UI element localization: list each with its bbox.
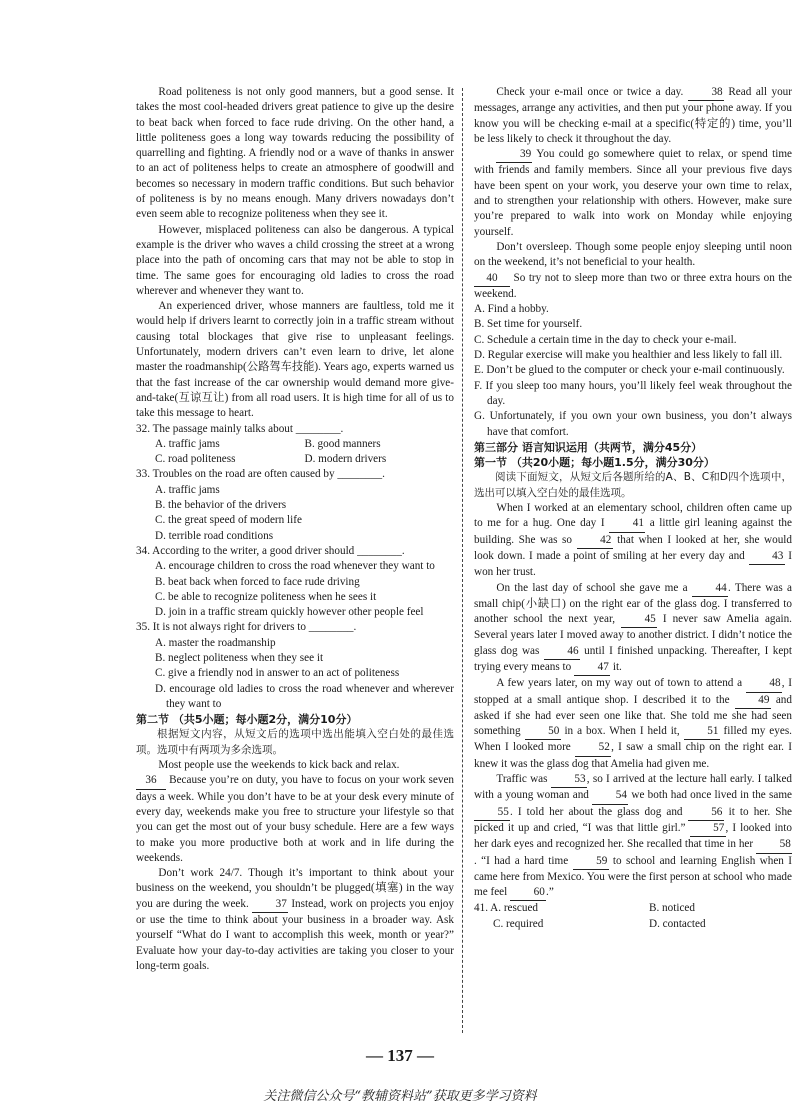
- passage-text: .”: [546, 886, 554, 899]
- option: 41. A. rescued: [474, 902, 538, 915]
- blank: 57: [690, 821, 726, 837]
- option: B. the behavior of the drivers: [155, 499, 287, 512]
- question-32: [136, 422, 454, 468]
- option: B. beat back when forced to face rude driving: [155, 575, 360, 588]
- option: A. master the roadmanship: [155, 636, 276, 649]
- passage-text: . I told her about the glass dog and: [510, 805, 688, 818]
- question-34: [136, 544, 454, 620]
- blank: 55: [474, 805, 510, 821]
- blank: 50: [525, 724, 561, 740]
- passage-text: and asked if she had ever seen one like that. She told me she had seen something: [474, 693, 792, 738]
- blank: 48: [746, 676, 782, 692]
- passage-text: until I finished unpacking. Thereafter, I kept trying every means to: [474, 644, 793, 673]
- option: D. contacted: [649, 917, 706, 930]
- passage-text: So try not to sleep more than two or three extra hours on the weekend.: [474, 271, 792, 300]
- passage-paragraph: [474, 581, 792, 677]
- option: B. Set time for yourself.: [474, 318, 583, 331]
- blank: 47: [574, 660, 610, 676]
- right-column: [474, 85, 792, 932]
- left-column: [136, 85, 454, 974]
- passage-paragraph: [136, 866, 454, 974]
- passage-paragraph: Road politeness is not only good manners, but a good sense. It takes the most cool-headed drivers great patience to give up the desire to beat back when forced to face rude driving. On the other hand, a little politeness goes a long way towards reducing the possibility of quarrelling and fighting. A friendly nod or a wave of thanks in answer to an act of politeness helps to create an atmosphere of goodwill and becomes so necessary in modern traffic conditions. But such behavior of politeness is by no means enough. Many drivers nowadays don’t even seem able to recognize politeness when they see it.: [136, 86, 454, 221]
- question-41: [474, 901, 792, 932]
- passage-paragraph: [474, 772, 792, 901]
- option: A. Find a hobby.: [474, 303, 549, 316]
- passage-text: filled my eyes. When I looked more: [474, 725, 792, 754]
- blank: 51: [684, 724, 720, 740]
- passage-text: Don’t work 24/7. Though it’s important to think about your business on the weekend, you shouldn’t be plugged(填塞) in the way you are during the week.: [136, 867, 454, 910]
- passage-text: in a box. When I held it,: [560, 725, 684, 738]
- section-title: 第一节 （共20小题；每小题1.5分，满分30分）: [474, 456, 715, 470]
- blank: 49: [735, 693, 771, 709]
- blank: 39: [496, 147, 532, 163]
- question-stem: 32. The passage mainly talks about ________.: [136, 422, 344, 435]
- option: C. the great speed of modern life: [155, 514, 302, 527]
- blank: 53: [551, 772, 587, 788]
- question-stem: 35. It is not always right for drivers to ________.: [136, 621, 357, 634]
- passage-text: we both had once lived in the same: [628, 789, 792, 802]
- section-instructions: 根据短文内容，从短文后的选项中选出能填入空白处的最佳选项。选项中有两项为多余选项。: [136, 728, 454, 756]
- option: D. modern drivers: [304, 453, 387, 466]
- option: A. encourage children to cross the road whenever they want to: [155, 560, 435, 573]
- section-title: 第二节 （共5小题；每小题2分，满分10分）: [136, 713, 358, 727]
- blank: 43: [749, 549, 785, 565]
- part-title: 第三部分 语言知识运用（共两节，满分45分）: [474, 440, 703, 454]
- option: E. Don’t be glued to the computer or check your e-mail continuously.: [474, 364, 785, 377]
- blank: 52: [575, 740, 611, 756]
- option: A. traffic jams: [155, 483, 220, 496]
- blank: 46: [544, 644, 580, 660]
- passage-text: A few years later, on my way out of town to attend a: [496, 677, 746, 690]
- passage-text: . “I had a hard time: [474, 854, 573, 867]
- question-33: [136, 467, 454, 543]
- option: C. road politeness: [155, 453, 236, 466]
- passage-paragraph: [474, 147, 792, 240]
- passage-text: , I stopped at a small antique shop. I described it to the: [474, 677, 792, 706]
- blank: 40: [474, 271, 510, 287]
- passage-paragraph: An experienced driver, whose manners are faultless, told me it would help if drivers learnt to correctly join in a traffic stream without causing total blockages that give rise to unpleasant feelings. Unfortunately, modern drivers can’t even learn to drive, let alone master the roadmanship(公路驾车技能). Years ago, experts warned us that the fast increase of the car ownership would demand more give-and-take(互谅互让) from all road users. It is high time for all of us to take this message to heart.: [136, 300, 454, 420]
- column-divider: [462, 88, 463, 1033]
- option: F. If you sleep too many hours, you’ll likely feel weak throughout the day.: [474, 379, 792, 407]
- blank: 59: [573, 854, 609, 870]
- blank: 54: [592, 788, 628, 804]
- option: C. Schedule a certain time in the day to check your e-mail.: [474, 333, 737, 346]
- passage-paragraph: Don’t oversleep. Though some people enjoy sleeping until noon on the weekend, it’s not beneficial to your health.: [474, 240, 792, 269]
- blank: 37: [252, 897, 288, 913]
- passage-paragraph: [136, 773, 454, 866]
- option: D. Regular exercise will make you healthier and less likely to fall ill.: [474, 349, 783, 362]
- blank: 60: [510, 885, 546, 901]
- passage-text: Read all your messages, arrange any activities, and then put your phone away. If you know you will be checking e-mail at a specific(特定的) time, you’ll be less likely to check it throughout the day.: [474, 86, 792, 145]
- blank: 45: [621, 612, 657, 628]
- passage-text: On the last day of school she gave me a: [496, 581, 692, 594]
- passage-text: to school and learning English when I came here from Mexico. You were the first person at school who made me feel: [474, 854, 792, 899]
- blank: 56: [688, 805, 724, 821]
- passage-text: You could go somewhere quiet to relax, or spend time with friends and family members. Since all your previous five days have been spent on your work, you deserve your own time to relax, and to strengthen your relationship with others. However, make sure you’re prepared to walk into work on Monday while enjoying yourself.: [474, 148, 792, 238]
- passage-text: I never saw Amelia again. Several years later I moved away to another district. I didn’t notice the glass dog was: [474, 613, 792, 657]
- passage-text: Traffic was: [496, 773, 551, 786]
- section-instructions: 阅读下面短文，从短文后各题所给的A、B、C和D四个选项中，选出可以填入空白处的最佳选项。: [474, 471, 792, 499]
- passage-paragraph: However, misplaced politeness can also be dangerous. A typical example is the driver who waves a child crossing the street at a wrong place into the path of oncoming cars that may not be able to stop in time. The same goes for encouraging old ladies to cross the road wherever and whenever they want to.: [136, 223, 454, 297]
- passage-paragraph: [474, 85, 792, 147]
- passage-text: a little girl leaning against the building. She was so: [474, 517, 792, 546]
- passage-paragraph: Most people use the weekends to kick back and relax.: [158, 759, 400, 772]
- passage-text: When I worked at an elementary school, children often came up to me for a hug. One day I: [474, 502, 792, 530]
- passage-text: that when I looked at her, she would look down. I made a point of smiling at her every day and: [474, 533, 793, 562]
- option-list: [474, 302, 792, 440]
- option: C. give a friendly nod in answer to an act of politeness: [155, 667, 400, 680]
- blank: 38: [688, 85, 724, 101]
- option: C. required: [493, 917, 544, 930]
- passage-text: , I looked into her dark eyes and recognized her. She recalled that time in her: [474, 821, 792, 851]
- blank: 41: [609, 516, 645, 532]
- passage-paragraph: [474, 676, 792, 772]
- passage-text: , so I arrived at the lecture hall early. I talked with a young woman and: [474, 773, 792, 802]
- blank: 42: [577, 533, 613, 549]
- option: B. noticed: [649, 902, 695, 915]
- question-35: [136, 620, 454, 712]
- option: D. terrible road conditions: [155, 529, 274, 542]
- passage-text: it.: [610, 660, 622, 673]
- option: B. neglect politeness when they see it: [155, 651, 324, 664]
- footer-note: 关注微信公众号“教辅资料站”获取更多学习资料: [263, 1089, 537, 1104]
- option: D. encourage old ladies to cross the road whenever and wherever they want to: [155, 682, 454, 710]
- blank: 36: [136, 773, 166, 789]
- passage-paragraph: [474, 501, 792, 580]
- option: C. be able to recognize politeness when he sees it: [155, 590, 377, 603]
- blank: 44: [692, 581, 728, 597]
- option: D. join in a traffic stream quickly however other people feel: [155, 606, 424, 619]
- passage-text: , I saw a small chip on the right ear. I knew it was the glass dog that Amelia had given me.: [474, 741, 793, 770]
- passage-text: Check your e-mail once or twice a day.: [496, 86, 688, 98]
- blank: 58: [756, 837, 792, 853]
- passage-text: . There was a small chip(小缺口) on the right ear of the glass dog. I transferred to another school the next year,: [474, 581, 792, 626]
- passage-text: Instead, work on projects you enjoy or use the time to think about your business in a broader way. Ask yourself “What do I want to accomplish this week, month or year?” Evaluate how your day-to-day activities are taking you closer to your long-term goals.: [136, 897, 454, 972]
- passage-text: it to her. She picked it up and cried, “I was that little girl.”: [474, 805, 792, 834]
- option: A. traffic jams: [155, 437, 220, 450]
- passage-text: Because you’re on duty, you have to focus on your work seven days a week. While you don’t have to be at your desk every minute of every day, weekends make you free to structure your lifestyle so that you can get the most out of your busy schedule. Here are a few ways to make you more productive both at work and in life during the weekends.: [136, 774, 454, 864]
- passage-paragraph: [474, 271, 792, 303]
- option: G. Unfortunately, if you own your own business, you don’t always have that comfort.: [474, 410, 792, 438]
- passage-text: I won her trust.: [474, 549, 793, 579]
- page-number: — 137 —: [366, 1046, 434, 1065]
- option: B. good manners: [304, 437, 381, 450]
- question-stem: 33. Troubles on the road are often caused by ________.: [136, 468, 385, 481]
- question-stem: 34. According to the writer, a good driver should ________.: [136, 544, 405, 557]
